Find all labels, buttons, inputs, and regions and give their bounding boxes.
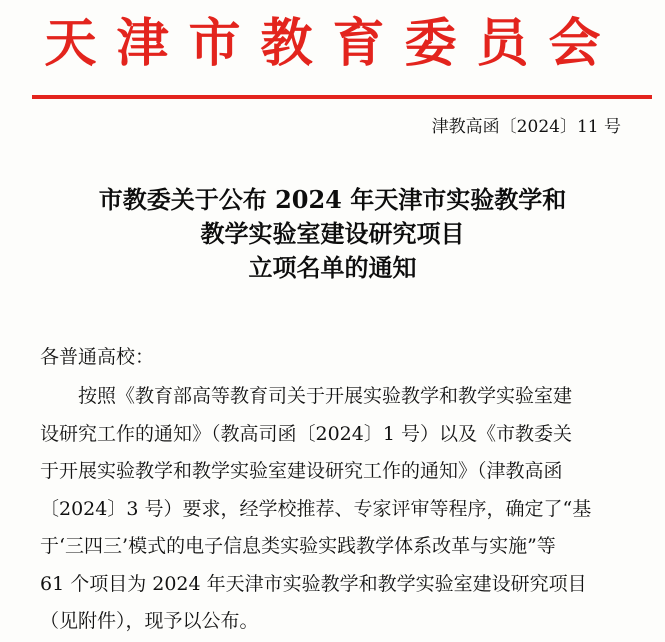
document-number: 津教高函〔2024〕11 号 bbox=[431, 117, 621, 137]
body-line-1: 按照《教育部高等教育司关于开展实验教学和教学实验室建 bbox=[78, 385, 573, 407]
body-line-2: 设研究工作的通知》（教高司函〔2024〕1 号）以及《市教委关 bbox=[40, 422, 572, 445]
letterhead-red-rule bbox=[32, 95, 652, 99]
title-line-2: 教学实验室建设研究项目 bbox=[200, 219, 465, 248]
body-line-7: （见附件），现予以公布。 bbox=[40, 610, 259, 632]
body-line-5: 于‘三四三’模式的电子信息类实验实践教学体系改革与实施”等 bbox=[40, 535, 556, 557]
title-line-1: 市教委关于公布 2024 年天津市实验教学和 bbox=[98, 185, 567, 214]
title-line-3: 立项名单的通知 bbox=[248, 253, 417, 282]
body-paragraph bbox=[40, 378, 635, 641]
document-title bbox=[20, 183, 645, 285]
salutation: 各普通高校： bbox=[40, 346, 155, 368]
body-line-3: 于开展实验教学和教学实验室建设研究工作的通知》（津教高函 bbox=[40, 460, 563, 482]
letterhead-title: 天津市教育委员会 bbox=[44, 13, 621, 74]
body-line-6: 61 个项目为 2024 年天津市实验教学和教学实验室建设研究项目 bbox=[40, 572, 587, 595]
body-line-4: 〔2024〕3 号）要求，经学校推荐、专家评审等程序，确定了“基 bbox=[40, 497, 592, 520]
